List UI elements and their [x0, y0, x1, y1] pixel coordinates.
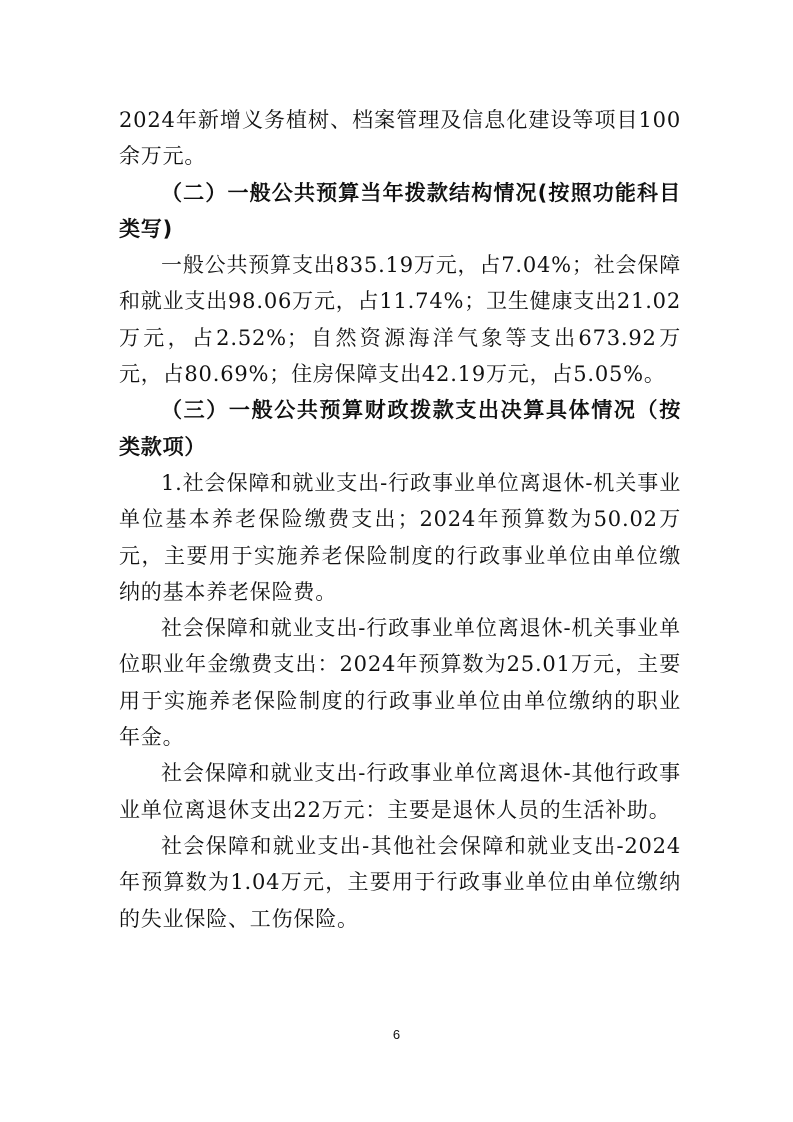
heading-budget-structure: （二）一般公共预算当年拨款结构情况(按照功能科目类写): [119, 180, 681, 241]
paragraph-other-social-security: 社会保障和就业支出-其他社会保障和就业支出-2024年预算数为1.04万元，主要用于行政事业单位由单位缴纳的失业保险、工伤保险。: [119, 833, 681, 931]
heading-expenditure-details: （三）一般公共预算财政拨款支出决算具体情况（按类款项）: [119, 398, 681, 459]
paragraph-occupational-annuity: 社会保障和就业支出-行政事业单位离退休-机关事业单位职业年金缴费支出：2024年预算数为25.01万元，主要用于实施养老保险制度的行政事业单位由单位缴纳的职业年金。: [119, 616, 681, 750]
page-number: 6: [392, 1027, 401, 1042]
paragraph-pension-insurance: 1.社会保障和就业支出-行政事业单位离退休-机关事业单位基本养老保险缴费支出；2024年预算数为50.02万元，主要用于实施养老保险制度的行政事业单位由单位缴纳的基本养老保险费。: [119, 470, 681, 604]
paragraph-project-spending: 2024年新增义务植树、档案管理及信息化建设等项目100余万元。: [119, 108, 681, 169]
paragraph-budget-structure: 一般公共预算支出835.19万元，占7.04%；社会保障和就业支出98.06万元，占11.74%；卫生健康支出21.02万元，占2.52%；自然资源海洋气象等支出673.92万元，占80.69%；住房保障支出42.19万元，占5.05%。: [119, 253, 681, 387]
document-body: [119, 102, 681, 937]
paragraph-retirement-expenditure: 社会保障和就业支出-行政事业单位离退休-其他行政事业单位离退休支出22万元：主要是退休人员的生活补助。: [119, 761, 681, 822]
